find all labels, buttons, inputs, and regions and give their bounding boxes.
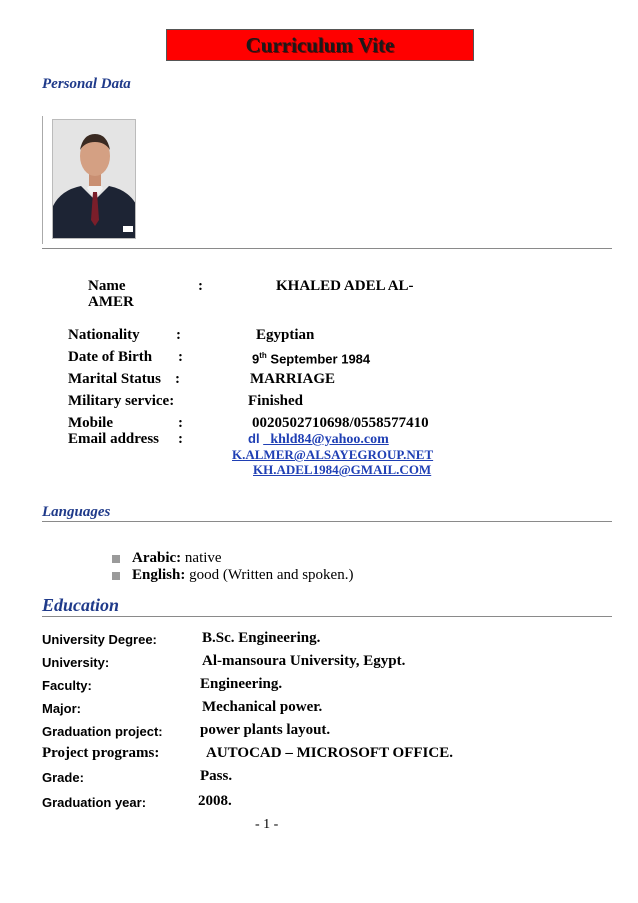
nationality-label: Nationality	[68, 327, 140, 343]
dob-value	[252, 351, 370, 366]
military-label: Military service:	[68, 393, 175, 409]
edu-label: Graduation project:	[42, 724, 163, 739]
page-number: - 1 -	[255, 817, 279, 832]
language-name: English:	[132, 567, 186, 583]
section-personal-data: Personal Data	[42, 76, 131, 92]
edu-value: Pass.	[200, 768, 233, 784]
email-link-gmail[interactable]: KH.ADEL1984@GMAIL.COM	[253, 462, 432, 477]
email-colon: :	[178, 431, 183, 447]
edu-label: Grade:	[42, 770, 84, 785]
dob-label: Date of Birth	[68, 349, 153, 365]
email-link-alsaye[interactable]: K.ALMER@ALSAYEGROUP.NET	[232, 447, 434, 462]
language-item	[112, 567, 353, 584]
military-value: Finished	[248, 393, 304, 409]
person-portrait-icon	[53, 120, 136, 239]
language-name: Arabic:	[132, 550, 182, 566]
cv-title: Curriculum Vite	[166, 29, 474, 61]
edu-value: 2008.	[198, 793, 232, 809]
dob-suffix: th	[259, 351, 267, 360]
square-bullet-icon	[112, 555, 120, 563]
edu-label: Project programs:	[42, 745, 160, 761]
edu-label: Major:	[42, 701, 81, 716]
edu-value: AUTOCAD – MICROSOFT OFFICE.	[206, 745, 453, 761]
square-bullet-icon	[112, 572, 120, 580]
mobile-value: 0020502710698/0558577410	[252, 415, 429, 431]
language-item	[112, 550, 222, 567]
email-primary	[248, 431, 389, 448]
edu-value: Mechanical power.	[202, 699, 323, 715]
language-level: native	[181, 550, 222, 566]
nationality-value: Egyptian	[256, 327, 315, 343]
name-label: Name	[88, 278, 126, 294]
divider-languages	[42, 521, 612, 522]
email-label: Email address	[68, 431, 159, 447]
nationality-colon: :	[176, 327, 181, 343]
dob-day: 9	[252, 351, 260, 367]
dob-rest: September 1984	[266, 351, 371, 367]
mobile-colon: :	[178, 415, 183, 431]
edu-label: Graduation year:	[42, 795, 147, 810]
edu-value: power plants layout.	[200, 722, 331, 738]
edu-value: B.Sc. Engineering.	[202, 630, 321, 646]
marital-colon: :	[175, 371, 180, 387]
language-level: good (Written and spoken.)	[185, 567, 354, 583]
divider-education	[42, 616, 612, 617]
edu-value: Al-mansoura University, Egypt.	[202, 653, 406, 669]
marital-label: Marital Status	[68, 371, 161, 387]
profile-photo	[52, 119, 136, 239]
email-link-yahoo[interactable]: _khld84@yahoo.com	[263, 432, 389, 447]
edu-value: Engineering.	[200, 676, 283, 692]
dob-colon: :	[178, 349, 183, 365]
mobile-label: Mobile	[68, 415, 113, 431]
section-languages: Languages	[42, 504, 111, 520]
name-value-line2: AMER	[88, 294, 134, 310]
divider-personal	[42, 248, 612, 249]
name-value-line1: KHALED ADEL AL-	[276, 278, 414, 294]
edu-label: University:	[42, 655, 110, 670]
email-prefix: dl	[248, 431, 260, 446]
edu-label: Faculty:	[42, 678, 92, 693]
edu-label: University Degree:	[42, 632, 157, 647]
marital-value: MARRIAGE	[250, 371, 335, 387]
name-colon: :	[198, 278, 203, 294]
section-education: Education	[42, 595, 120, 615]
